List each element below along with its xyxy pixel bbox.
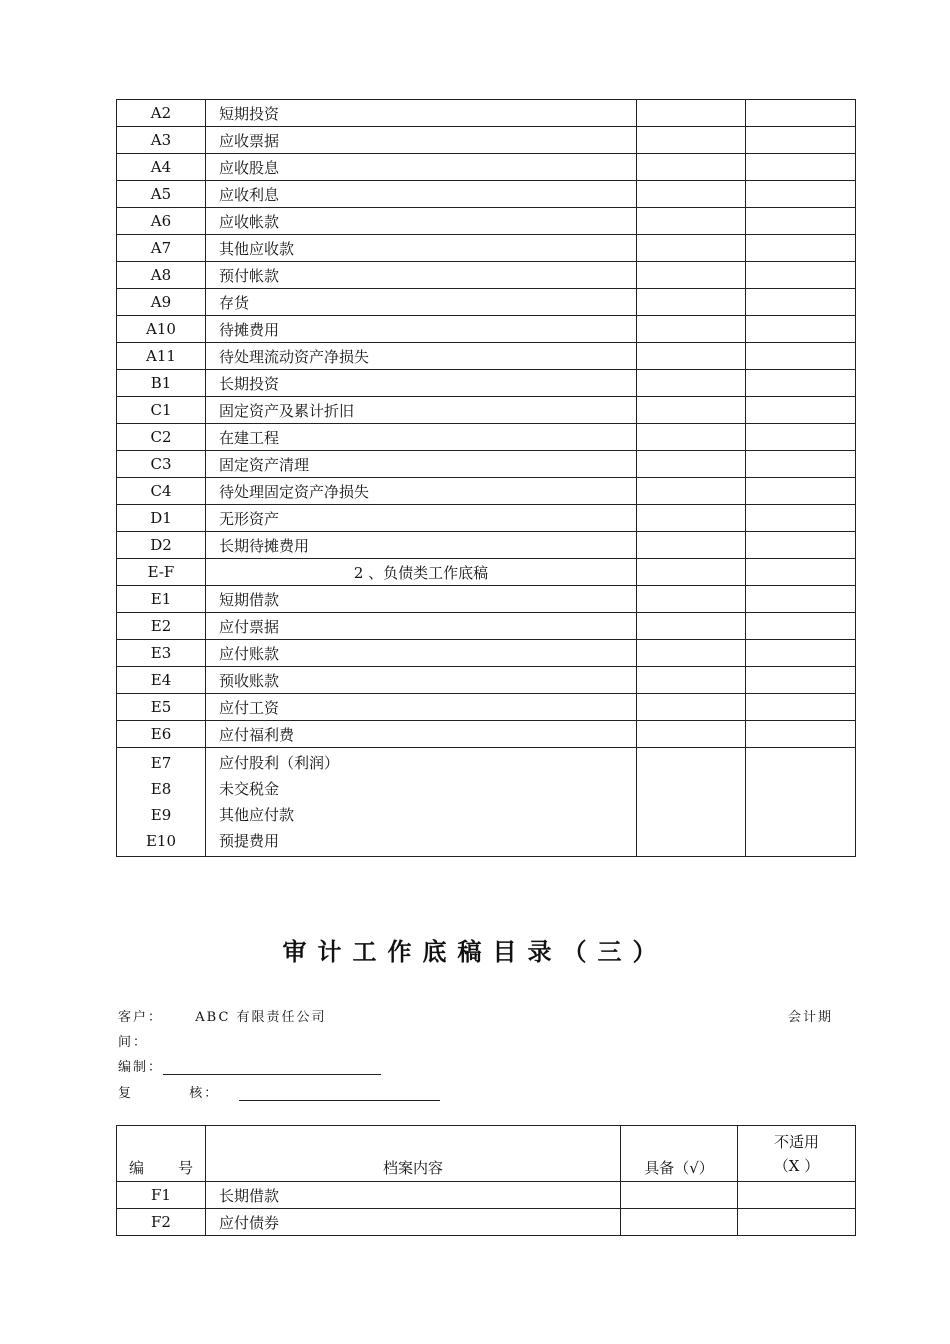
header-code: 编 号 [117,1126,206,1182]
row-code: A8 [117,262,206,289]
row-code: F1 [117,1182,206,1209]
table-row [117,1209,856,1236]
row-code: A10 [117,316,206,343]
document-title: 审计工作底稿目录（三） [282,937,668,966]
ready-cell[interactable] [637,451,746,478]
row-name: 待处理流动资产净损失 [206,343,637,370]
row-name: 预收账款 [206,667,637,694]
row-name: 无形资产 [206,505,637,532]
row-name: 在建工程 [206,424,637,451]
ready-cell[interactable] [621,1209,738,1236]
table-row [117,721,856,748]
row-code: A2 [117,100,206,127]
ready-cell[interactable] [637,370,746,397]
na-cell[interactable] [746,262,856,289]
table-row [117,478,856,505]
ready-cell[interactable] [637,100,746,127]
na-cell[interactable] [746,370,856,397]
na-cell[interactable] [746,586,856,613]
row-code: B1 [117,370,206,397]
header-na: 不适用 （X ） [738,1126,856,1182]
review-field[interactable] [239,1086,440,1101]
review-label: 复 [118,1086,134,1101]
table-row [117,208,856,235]
row-name: 其他应付款 [219,806,295,824]
review-line [118,1082,440,1101]
row-code: A7 [117,235,206,262]
row-code: E4 [117,667,206,694]
table-row [117,235,856,262]
prepared-field[interactable] [163,1060,381,1075]
row-name: 未交税金 [219,780,280,798]
table-row [117,1182,856,1209]
row-name: 预提费用 [219,832,280,850]
na-cell[interactable] [746,694,856,721]
row-name: 长期待摊费用 [206,532,637,559]
ready-cell[interactable] [637,235,746,262]
ready-cell[interactable] [637,532,746,559]
row-name: 应付债券 [206,1209,621,1236]
na-cell[interactable] [746,748,856,857]
ready-cell[interactable] [637,208,746,235]
table-row [117,451,856,478]
archive-index-table-1 [116,99,856,857]
header-ready: 具备（√） [621,1126,738,1182]
ready-cell[interactable] [637,613,746,640]
ready-cell[interactable] [637,505,746,532]
row-code: D2 [117,532,206,559]
na-cell[interactable] [746,721,856,748]
ready-cell[interactable] [637,181,746,208]
na-cell[interactable] [746,505,856,532]
na-cell[interactable] [746,559,856,586]
period-label: 会计期 [788,1010,834,1025]
row-code: E8 [150,780,172,798]
table-row [117,586,856,613]
na-cell[interactable] [746,478,856,505]
row-code: C1 [117,397,206,424]
ready-cell[interactable] [637,586,746,613]
table-row [117,424,856,451]
na-cell[interactable] [746,613,856,640]
table-row [117,289,856,316]
row-code: F2 [117,1209,206,1236]
row-name: 待处理固定资产净损失 [206,478,637,505]
row-name: 其他应收款 [206,235,637,262]
table-row [117,343,856,370]
na-cell[interactable] [746,640,856,667]
row-code: E2 [117,613,206,640]
row-code: A9 [117,289,206,316]
table-row [117,640,856,667]
row-name: 固定资产清理 [206,451,637,478]
client-value: ABC 有限责任公司 [195,1010,327,1025]
row-name: 应收帐款 [206,208,637,235]
row-name: 应付福利费 [206,721,637,748]
row-code: E-F [117,559,206,586]
section-heading: 2 、负债类工作底稿 [206,559,637,586]
row-code: A5 [117,181,206,208]
row-name: 应收利息 [206,181,637,208]
row-name: 短期投资 [206,100,637,127]
row-code: C2 [117,424,206,451]
na-cell[interactable] [746,127,856,154]
na-cell[interactable] [738,1209,856,1236]
row-name: 固定资产及累计折旧 [206,397,637,424]
row-name: 应付工资 [206,694,637,721]
row-code: E10 [145,832,177,850]
na-cell[interactable] [746,343,856,370]
grouped-row [117,748,856,857]
client-label: 客户： [118,1010,164,1025]
table-row [117,181,856,208]
na-cell[interactable] [738,1182,856,1209]
row-name: 存货 [206,289,637,316]
table-row [117,667,856,694]
row-name: 短期借款 [206,586,637,613]
na-cell[interactable] [746,451,856,478]
ready-cell[interactable] [637,640,746,667]
row-code: E7 [150,754,172,772]
ready-cell[interactable] [637,721,746,748]
row-name: 待摊费用 [206,316,637,343]
table-row [117,397,856,424]
row-name: 长期借款 [206,1182,621,1209]
table-row [117,694,856,721]
ready-cell[interactable] [637,559,746,586]
row-code: A6 [117,208,206,235]
row-name: 应收票据 [206,127,637,154]
table-row [117,127,856,154]
ready-cell[interactable] [637,127,746,154]
prepared-line [118,1056,381,1075]
na-cell[interactable] [746,397,856,424]
ready-cell[interactable] [637,154,746,181]
table-row [117,613,856,640]
row-name: 应收股息 [206,154,637,181]
table-row [117,370,856,397]
ready-cell[interactable] [637,667,746,694]
row-code: A3 [117,127,206,154]
ready-cell[interactable] [637,424,746,451]
na-cell[interactable] [746,235,856,262]
prepared-label: 编制： [118,1060,164,1075]
ready-cell[interactable] [637,289,746,316]
group-names [206,748,637,857]
ready-cell[interactable] [637,316,746,343]
na-cell[interactable] [746,532,856,559]
na-cell[interactable] [746,289,856,316]
row-name: 预付帐款 [206,262,637,289]
row-code: E5 [117,694,206,721]
table-row [117,262,856,289]
table-row [117,100,856,127]
row-code: E9 [150,806,172,824]
na-cell[interactable] [746,100,856,127]
header-row [117,1126,856,1182]
ready-cell[interactable] [637,478,746,505]
table-row [117,505,856,532]
row-code: D1 [117,505,206,532]
row-name: 长期投资 [206,370,637,397]
na-cell[interactable] [746,424,856,451]
row-name: 应付账款 [206,640,637,667]
row-code: C3 [117,451,206,478]
row-code: E1 [117,586,206,613]
ready-cell[interactable] [637,343,746,370]
row-code: E6 [117,721,206,748]
section-row [117,559,856,586]
na-cell[interactable] [746,154,856,181]
row-name: 应付股利（利润） [219,754,340,772]
na-cell[interactable] [746,316,856,343]
client-line [118,1006,327,1025]
table-row [117,154,856,181]
group-codes [117,748,206,857]
na-cell[interactable] [746,181,856,208]
period-label-cont: 间： [118,1035,149,1050]
ready-cell[interactable] [637,262,746,289]
archive-index-table-2 [116,1125,856,1236]
row-code: E3 [117,640,206,667]
header-content: 档案内容 [206,1126,621,1182]
ready-cell[interactable] [621,1182,738,1209]
review-label-cont: 核： [189,1086,220,1101]
ready-cell[interactable] [637,694,746,721]
row-code: A11 [117,343,206,370]
na-cell[interactable] [746,208,856,235]
ready-cell[interactable] [637,397,746,424]
na-cell[interactable] [746,667,856,694]
row-code: C4 [117,478,206,505]
table-row [117,532,856,559]
ready-cell[interactable] [637,748,746,857]
row-name: 应付票据 [206,613,637,640]
row-code: A4 [117,154,206,181]
table-row [117,316,856,343]
